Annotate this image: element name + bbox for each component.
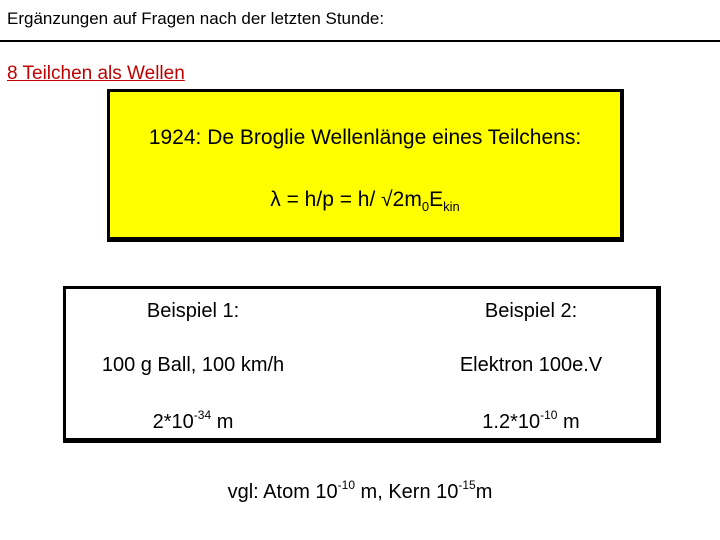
formula-subscript-kin: kin xyxy=(443,199,460,214)
example2-result-unit: m xyxy=(557,411,580,433)
page-header-title: Ergänzungen auf Fragen nach der letzten Stunde: xyxy=(7,9,385,28)
example2-result-base: 1.2*10 xyxy=(482,411,541,433)
examples-table xyxy=(63,286,661,443)
example1-description: 100 g Ball, 100 km/h xyxy=(101,354,285,376)
example1-result xyxy=(66,408,320,434)
comparison-line xyxy=(0,478,720,504)
example2-result-exponent: -10 xyxy=(540,408,558,422)
kern-exponent: -15 xyxy=(458,478,476,492)
comparison-middle: m, Kern 10 xyxy=(355,481,459,503)
example2-result xyxy=(404,408,658,434)
atom-exponent: -10 xyxy=(337,478,355,492)
example1-title: Beispiel 1: xyxy=(146,300,240,322)
example2-description: Elektron 100e.V xyxy=(459,354,603,376)
comparison-suffix: m xyxy=(475,481,493,503)
debroglie-box xyxy=(107,89,624,242)
header-divider xyxy=(0,40,720,42)
formula-main: λ = h/p = h/ √2m xyxy=(270,188,422,211)
example2-title: Beispiel 2: xyxy=(484,300,578,322)
comparison-prefix: vgl: Atom 10 xyxy=(227,481,338,503)
section-title: 8 Teilchen als Wellen xyxy=(7,63,185,84)
debroglie-heading: 1924: De Broglie Wellenlänge eines Teilchens: xyxy=(148,126,582,149)
formula-energy: E xyxy=(429,188,444,211)
debroglie-formula xyxy=(110,188,620,214)
example1-result-unit: m xyxy=(211,411,234,433)
example1-result-exponent: -34 xyxy=(193,408,212,422)
example1-result-base: 2*10 xyxy=(152,411,194,433)
formula-subscript-0: 0 xyxy=(421,199,430,214)
